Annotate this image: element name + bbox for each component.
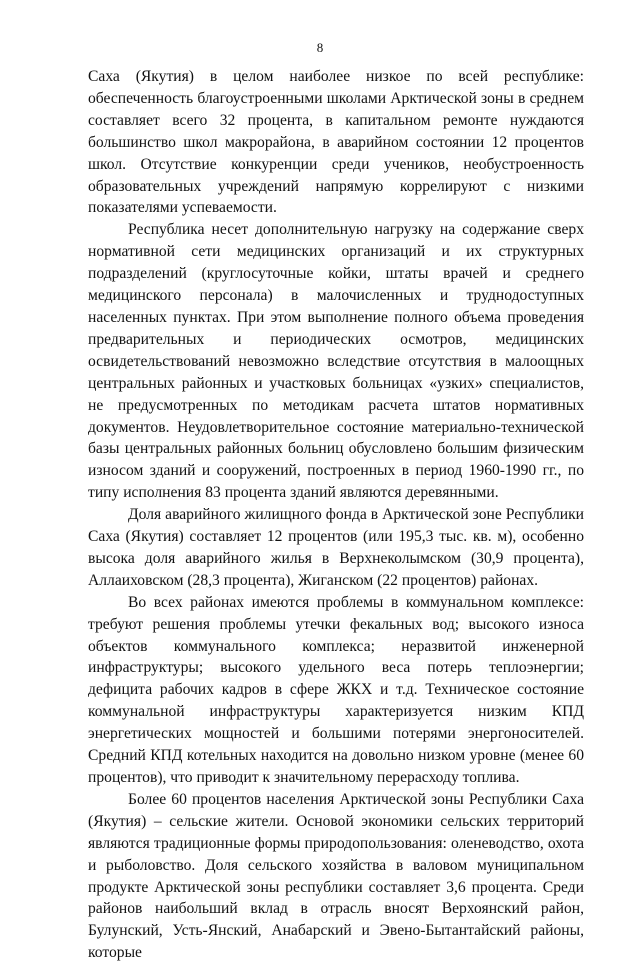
paragraph-utilities: Во всех районах имеются проблемы в коммунальном комплексе: требуют решения проблемы утечки фекальных вод; высокого износа объектов коммунального комплекса; неразвитой инженерной инфраструктуры; высокого удельного веса потерь теплоэнергии; дефицита рабочих кадров в сфере ЖКХ и т.д. Техническое состояние коммунальной инфраструктуры характеризуется низким КПД энергетических мощностей и большими потерями энергоносителей. Средний КПД котельных находится на довольно низком уровне (менее 60 процентов), что приводит к значительному перерасходу топлива. bbox=[88, 593, 584, 786]
body-text bbox=[88, 66, 584, 964]
page-number: 8 bbox=[316, 40, 324, 55]
paragraph-medical-organizations: Республика несет дополнительную нагрузку на содержание сверх нормативной сети медицинских организаций и их структурных подразделений (круглосуточные койки, штаты врачей и среднего медицинского персонала) в малочисленных и труднодоступных населенных пунктах. При этом выполнение полного объема проведения предварительных и периодических осмотров, медицинских освидетельствований невозможно вследствие отсутствия в малоощных центральных районных и участковых больницах «узких» специалистов, не предусмотренных по методикам расчета штатов нормативных документов. Неудовлетворительное состояние материально-технической базы центральных районных больниц обусловлено большим физическим износом зданий и сооружений, построенных в период 1960-1990 гг., по типу исполнения 83 процента зданий являются деревянными. bbox=[88, 221, 584, 502]
paragraph-schools-continuation: Саха (Якутия) в целом наиболее низкое по всей республике: обеспеченность благоустроенными школами Арктической зоны в среднем составляет всего 32 процента, в капитальном ремонте нуждаются большинство школ макрорайона, в аварийном состоянии 12 процентов школ. Отсутствие конкуренции среди учеников, необустроенность образовательных учреждений напрямую коррелируют с низкими показателями успеваемости. bbox=[88, 68, 584, 217]
paragraph-emergency-housing: Доля аварийного жилищного фонда в Арктической зоне Республики Саха (Якутия) составляет 12 процентов (или 195,3 тыс. кв. м), особенно высока доля аварийного жилья в Верхнеколымском (30,9 процента), Аллаиховском (28,3 процента), Жиганском (22 процентов) районах. bbox=[88, 506, 584, 589]
paragraph-rural-economy: Более 60 процентов населения Арктической зоны Республики Саха (Якутия) – сельские жители. Основой экономики сельских территорий являются традиционные формы природопользования: оленеводство, охота и рыболовство. Доля сельского хозяйства в валовом муниципальном продукте Арктической зоны республики составляет 3,6 процента. Среди районов наибольший вклад в отрасль вносят Верхоянский район, Булунский, Усть-Янский, Анабарский и Эвено-Бытантайский районы, которые bbox=[88, 790, 584, 962]
